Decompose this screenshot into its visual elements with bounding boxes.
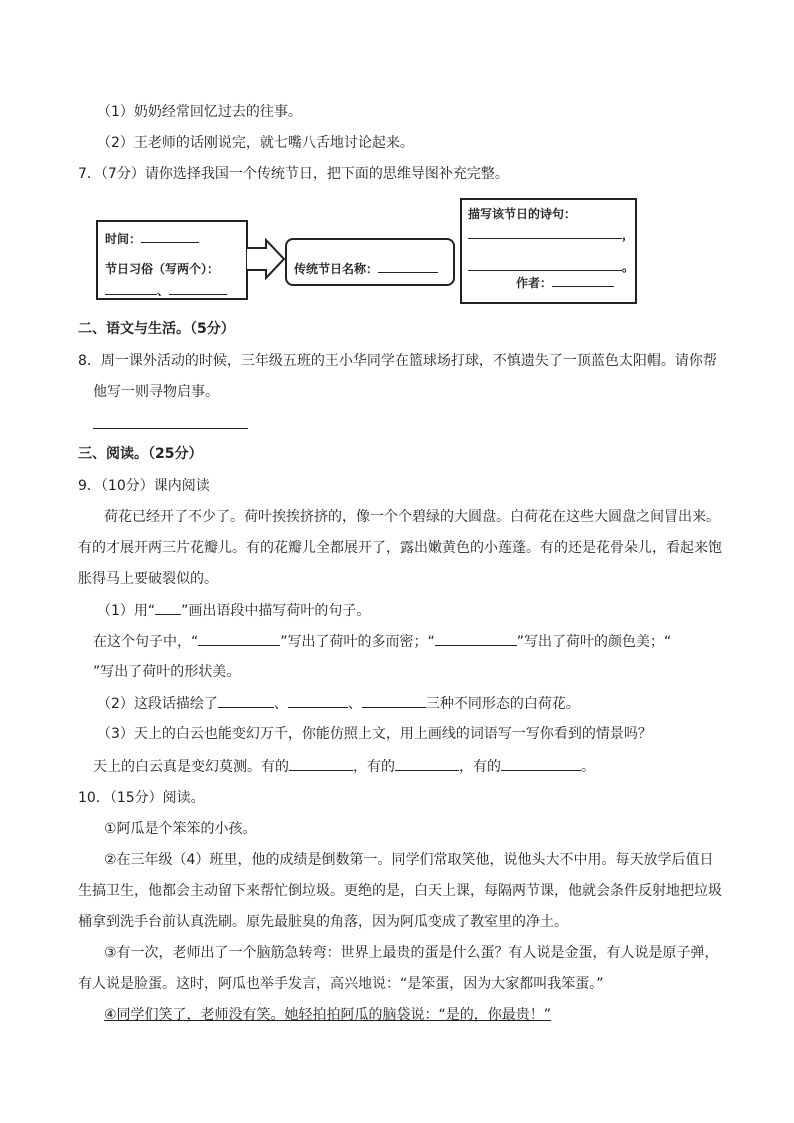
q10-para-3-line-1: ③有一次，老师出了一个脑筋急转弯：世界上最贵的蛋是什么蛋？有人说是金蛋，有人说是原子弹， [104, 945, 719, 961]
q10-para-2-line-1: ②在三年级（4）班里，他的成绩是倒数第一。同学们常取笑他，说他头大不中用。每天放学后值日 [104, 852, 714, 868]
section-2-title: 二、语文与生活。（5分） [78, 321, 235, 337]
q8-line-1: 8．周一课外活动的时候，三年级五班的王小华同学在篮球场打球，不慎遗失了一顶蓝色太阳帽。请你帮 [78, 353, 717, 369]
q10-para-1: ①阿瓜是个笨笨的小孩。 [104, 821, 257, 837]
box3-line-2: 。 [468, 256, 634, 277]
q10-title: 10．（15分）阅读。 [78, 790, 205, 806]
box2-name-label: 传统节日名称： [294, 258, 438, 279]
box3-title: 描写该节日的诗句： [468, 207, 577, 221]
box3-author: 作者： [516, 272, 614, 293]
q9-passage-line-2: 有的才展开两三片花瓣儿。有的花瓣儿全都展开了，露出嫩黄色的小莲蓬。有的还是花骨朵儿，看起来饱 [78, 540, 722, 556]
q6-item-1: （1）奶奶经常回忆过去的往事。 [97, 104, 302, 120]
q9-sub-1-line-2: 在这个句子中，“ ”写出了荷叶的多而密；“ ”写出了荷叶的颜色美；“ [93, 631, 671, 652]
q10-para-3-line-2: 有人说是脸蛋。这时，阿瓜也举手发言，高兴地说：“是笨蛋，因为大家都叫我笨蛋。” [78, 976, 604, 992]
q9-passage-line-3: 胀得马上要破裂似的。 [78, 571, 218, 587]
q9-passage-line-1: 荷花已经开了不少了。荷叶挨挨挤挤的，像一个个碧绿的大圆盘。白荷花在这些大圆盘之间冒出来。 [104, 509, 720, 525]
section-3-title: 三、阅读。（25分） [78, 446, 203, 462]
q9-sub-1: （1）用“ ”画出语段中描写荷叶的句子。 [97, 600, 370, 621]
box1-time-label: 时间： [105, 228, 199, 249]
q6-item-2: （2）王老师的话刚说完，就七嘴八舌地讨论起来。 [97, 135, 414, 151]
arrow-right-icon [246, 238, 286, 280]
q8-answer-line [93, 428, 248, 429]
q7-title: 7．（7分）请你选择我国一个传统节日，把下面的思维导图补充完整。 [78, 166, 509, 182]
q10-para-2-line-3: 桶拿到洗手台前认真洗刷。原先最脏臭的角落，因为阿瓜变成了教室里的净土。 [78, 914, 568, 930]
box1-custom-label: 节日习俗（写两个）： [105, 262, 220, 276]
box3-line-1: ， [468, 224, 634, 245]
q9-sub-1-line-3: ”写出了荷叶的形状美。 [93, 664, 241, 680]
q8-line-2: 他写一则寻物启事。 [93, 384, 219, 400]
q10-para-2-line-2: 生搞卫生，他都会主动留下来帮忙倒垃圾。更绝的是，白天上课，每隔两节课，他就会条件反射地把垃圾 [78, 883, 722, 899]
box1-custom-blanks: 、 [105, 280, 227, 301]
q9-title: 9．（10分）课内阅读 [78, 478, 210, 494]
q9-sub-3: （3）天上的白云也能变幻万千，你能仿照上文，用上画线的词语写一写你看到的情景吗？ [97, 726, 652, 742]
q9-sub-2: （2）这段话描绘了 、 、 三种不同形态的白荷花。 [97, 693, 580, 714]
q10-para-4: ④同学们笑了，老师没有笑。她轻拍拍阿瓜的脑袋说：“是的，你最贵！” [104, 1007, 552, 1023]
q9-sub-3-line-2: 天上的白云真是变幻莫测。有的 ，有的 ，有的 。 [93, 756, 595, 777]
